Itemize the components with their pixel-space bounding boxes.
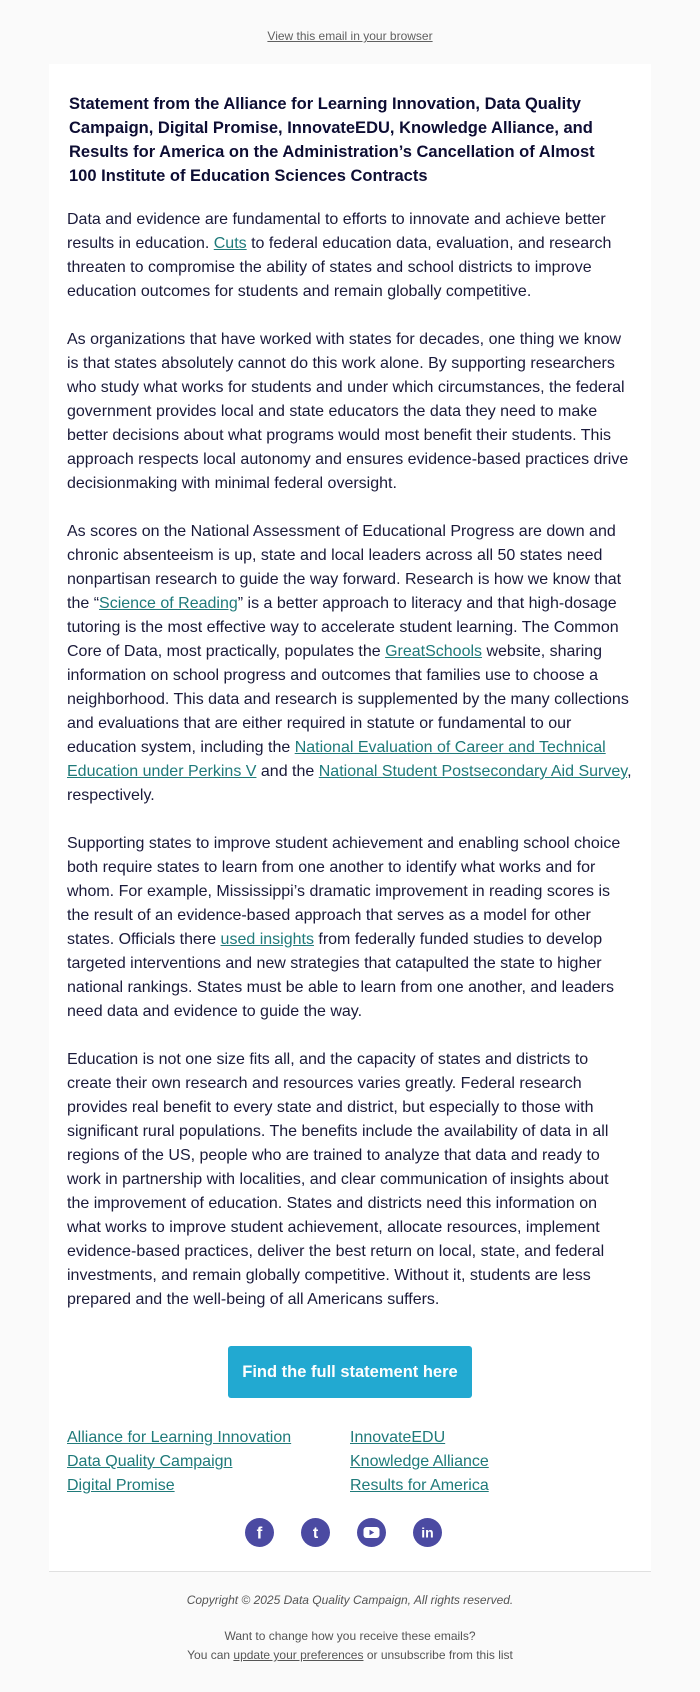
paragraph-3-text-c: website, sharing information on school progress and outcomes that families use to choose a neighborhood. This data and research is supplemented by the many collections and evaluations that are either required in statute or fundamental to our education system, including the	[67, 643, 629, 756]
paragraph-4	[67, 832, 633, 1024]
paragraph-5: Education is not one size fits all, and the capacity of states and districts to create their own research and resources varies greatly. Federal research provides real benefit to every state and district, but especially to those with significant rural populations. The benefits include the availability of data in all regions of the US, people who are trained to analyze that data and ready to work in partnership with localities, and clear communication of insights about the improvement of education. States and districts need this information on what works to improve student achievement, allocate resources, implement evidence-based practices, deliver the best return on local, state, and federal investments, and remain globally competitive. Without it, students are less prepared and the well-being of all Americans suffers.	[67, 1051, 609, 1308]
you-can-text: You can	[187, 1648, 234, 1662]
paragraph-1-text-a: Data and evidence are fundamental to efforts to innovate and achieve better results in education.	[67, 211, 606, 252]
svg-text:t: t	[312, 1525, 318, 1542]
cta-wrapper	[67, 1346, 633, 1398]
unsubscribe-text: or unsubscribe from this list	[363, 1648, 513, 1662]
preheader	[0, 0, 700, 64]
paragraph-4-text-b: from federally funded studies to develop targeted interventions and new strategies that catapulted the state to higher national rankings. States must be able to learn from one another, and leaders need data and evidence to guide the way.	[67, 931, 615, 1020]
paragraph-3-text-d: and the	[256, 763, 319, 780]
org-link-innovateedu[interactable]: InnovateEDU	[350, 1429, 446, 1446]
social-links	[53, 1518, 633, 1547]
view-in-browser-link[interactable]: View this email in your browser	[267, 29, 433, 43]
organization-links-left	[67, 1426, 350, 1498]
org-link-results-for-america[interactable]: Results for America	[350, 1477, 489, 1494]
paragraph-1	[67, 208, 633, 304]
change-line: Want to change how you receive these emails?	[224, 1629, 476, 1643]
preferences-line	[0, 1646, 700, 1665]
org-link-digital-promise[interactable]: Digital Promise	[67, 1477, 175, 1494]
paragraph-3-text-b: ” is a better approach to literacy and that high-dosage tutoring is the most effective way to accelerate student learning. The Common Core of Data, most practically, populates the	[67, 595, 619, 660]
paragraph-1-text-b: to federal education data, evaluation, and research threaten to compromise the ability of states and school districts to improve education outcomes for students and remain globally competitive.	[67, 235, 612, 300]
svg-text:f: f	[256, 1523, 262, 1543]
manage-preferences	[0, 1627, 700, 1665]
greatschools-link[interactable]: GreatSchools	[385, 643, 483, 660]
footer	[0, 1572, 700, 1665]
youtube-icon[interactable]	[357, 1518, 386, 1547]
copyright-text: Copyright © 2025 Data Quality Campaign, All rights reserved.	[186, 1593, 514, 1607]
facebook-icon[interactable]	[245, 1518, 274, 1547]
svg-text:in: in	[420, 1524, 434, 1541]
paragraph-3-text-e: , respectively.	[67, 763, 632, 804]
organization-links	[67, 1426, 633, 1498]
org-link-knowledge-alliance[interactable]: Knowledge Alliance	[350, 1453, 489, 1470]
linkedin-icon[interactable]	[413, 1518, 442, 1547]
science-of-reading-link[interactable]: Science of Reading	[99, 595, 238, 612]
update-preferences-link[interactable]: update your preferences	[233, 1648, 364, 1662]
org-link-data-quality-campaign[interactable]: Data Quality Campaign	[67, 1453, 233, 1470]
paragraph-4-text-a: Supporting states to improve student achievement and enabling school choice both require states to learn from one another to identify what works and for whom. For example, Mississippi’s dramatic improvement in reading scores is the result of an evidence-based approach that serves as a model for other states. Officials there	[67, 835, 621, 948]
email-card	[49, 64, 651, 1571]
twitter-icon[interactable]	[301, 1518, 330, 1547]
paragraph-3	[67, 520, 633, 808]
used-insights-link[interactable]: used insights	[220, 931, 314, 948]
paragraph-3-text-a: As scores on the National Assessment of Educational Progress are down and chronic absenteeism is up, state and local leaders across all 50 states need nonpartisan research to guide the way forward. Research is how we know that the “	[67, 523, 622, 612]
paragraph-2: As organizations that have worked with states for decades, one thing we know is that states absolutely cannot do this work alone. By supporting researchers who study what works for students and under which circumstances, the federal government provides local and state educators the data they need to make better decisions about what programs would most benefit their students. This approach respects local autonomy and ensures evidence-based practices drive decisionmaking with minimal federal oversight.	[67, 331, 629, 492]
organization-links-right	[350, 1426, 633, 1498]
perkins-evaluation-link[interactable]: National Evaluation of Career and Technical Education under Perkins V	[67, 739, 606, 780]
full-statement-button[interactable]: Find the full statement here	[228, 1346, 472, 1398]
org-link-alliance-for-learning-innovation[interactable]: Alliance for Learning Innovation	[67, 1429, 292, 1446]
cuts-link[interactable]: Cuts	[213, 235, 247, 252]
statement-title: Statement from the Alliance for Learning Innovation, Data Quality Campaign, Digital Promise, InnovateEDU, Knowledge Alliance, and Results for America on the Administration’s Cancellation of Almost 100 Institute of Education Sciences Contracts	[69, 95, 595, 185]
aid-survey-link[interactable]: National Student Postsecondary Aid Survey	[318, 763, 628, 780]
